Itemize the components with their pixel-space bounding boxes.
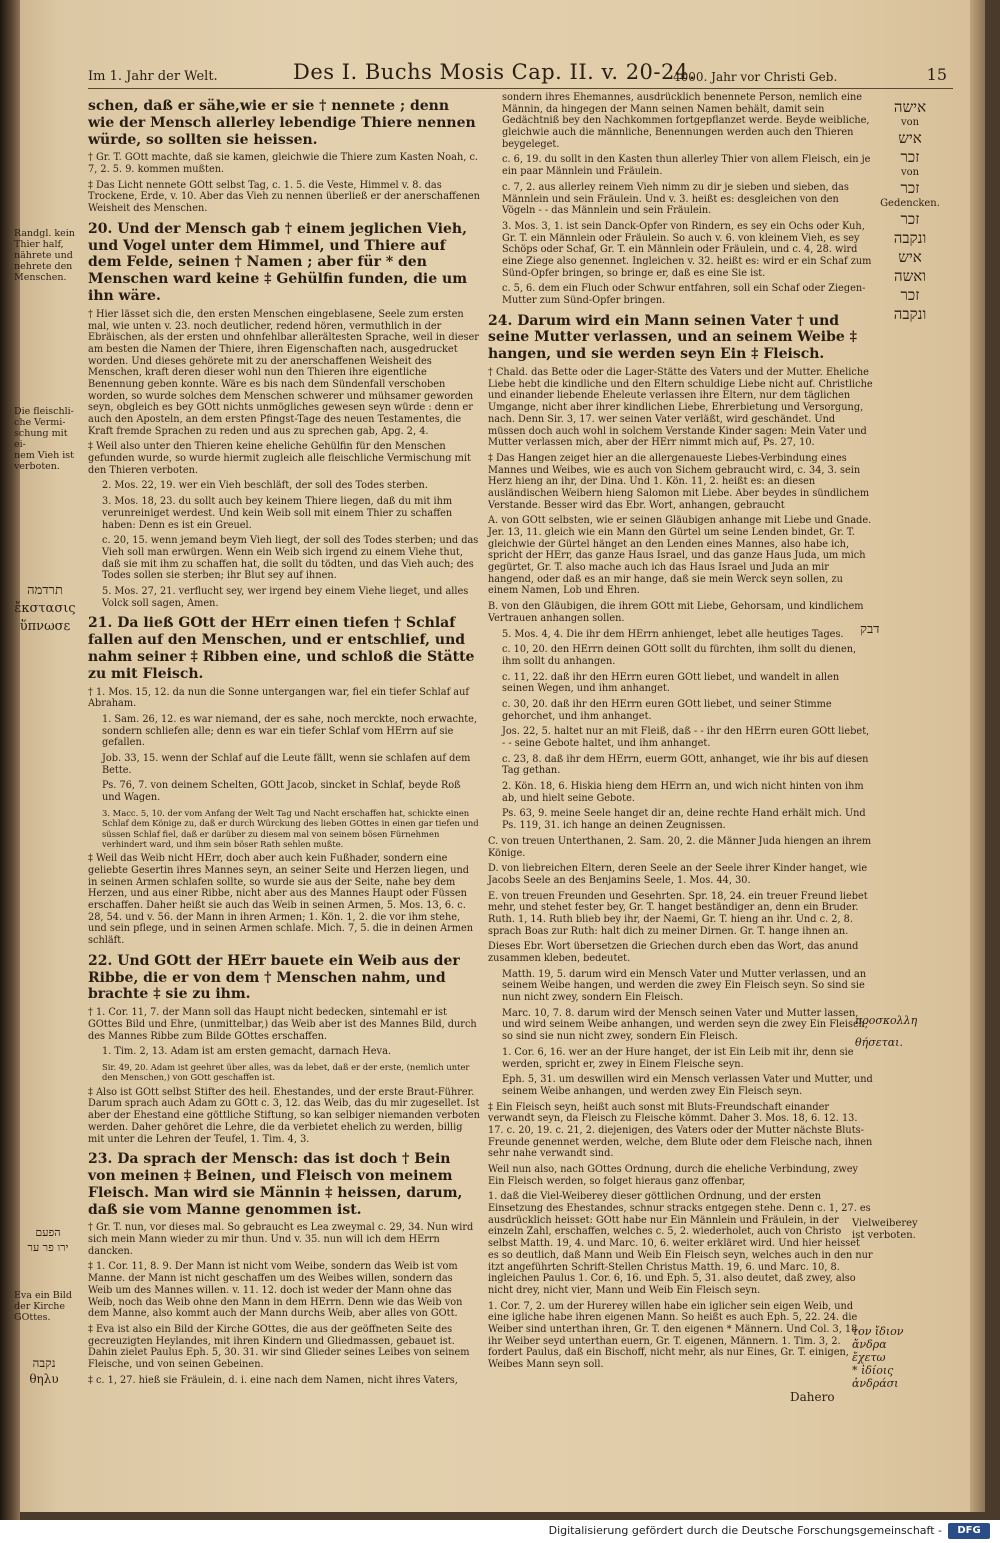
margin-line: Eva ein Bild xyxy=(14,1290,72,1301)
hebrew-gloss: אישה xyxy=(893,98,927,116)
margin-line: Thier half, xyxy=(14,239,64,250)
verse-paragraph: 23. Da sprach der Mensch: das ist doch † Bein von meinen ‡ Beinen, und Fleisch von meinem Fleisch. Man wird sie Männin ‡ heissen, darum, daß sie vom Manne genommen ist. xyxy=(88,1151,463,1218)
commentary-paragraph: Marc. 10, 7. 8. darum wird der Mensch seinen Vater und Mutter lassen, und wird seinem Weibe anhangen, und werden seyn die zwey Ein Fleisch; so sind sie nun nicht zwey, sondern Ein Fleisch. xyxy=(502,1007,869,1043)
margin-line: ὕπνωσε xyxy=(19,619,71,634)
verse-paragraph: 21. Da ließ GOtt der HErr einen tiefen † Schlaf fallen auf den Menschen, und er entschlief, und nahm seiner ‡ Ribben eine, und schloß die Stätte zu mit Fleisch. xyxy=(88,615,475,682)
commentary-paragraph: c. 7, 2. aus allerley reinem Vieh nimm zu dir je sieben und sieben, das Männlein und sein Fräulein. Und v. 3. heißt es: desgleichen von den Vögeln - - das Männlein und sein Fräulein. xyxy=(502,181,849,217)
commentary-paragraph: ‡ Weil das Weib nicht HErr, doch aber auch kein Fußhader, sondern eine geliebte Gesertin ihres Mannes seyn, an seiner Seite und Herzen liegen, und in seinen Armen schlafen sollte, so wurde sie aus der Seite, nahe bey dem Herzen, und aus einer Ribbe, nicht aber aus des Mannes Haupt oder Füssen erschaffen. Daher heißt sie auch das Weib in seinen Armen, 5. Mos. 13, 6. c. 28, 54. und v. 56. der Mann in ihren Armen; 1. Kön. 1, 2. die vor ihm stehe, und sein pflege, und in seinen Armen schlafe. Mich. 7, 5. die in deinen Armen schläft. xyxy=(88,853,474,947)
commentary-paragraph: c. 11, 22. daß ihr den HErrn euren GOtt liebet, und wandelt in allen seinen Wegen, und ihm anhanget. xyxy=(502,671,840,695)
commentary-paragraph: Dieses Ebr. Wort übersetzen die Griechen durch eben das Wort, das anund zusammen kleben, bedeutet. xyxy=(488,941,859,965)
margin-line: der Kirche xyxy=(14,1301,66,1312)
hebrew-gloss: זכר xyxy=(900,210,920,228)
commentary-paragraph: c. 10, 20. den HErrn deinen GOtt sollt du fürchten, ihm sollt du dienen, ihm sollt du anhangen. xyxy=(502,644,857,667)
commentary-paragraph: c. 30, 20. daß ihr den HErrn euren GOtt liebet, und seiner Stimme gehorchet, und ihm anhanget. xyxy=(502,698,832,722)
header-left: Im 1. Jahr der Welt. xyxy=(88,69,218,84)
commentary-paragraph: 1. Cor. 6, 16. wer an der Hure hanget, der ist Ein Leib mit ihr, denn sie werden, spricht er, zwey in Einem Fleische seyn. xyxy=(502,1046,854,1070)
catchword: Dahero xyxy=(790,1390,835,1404)
commentary-paragraph: † Hier lässet sich die, den ersten Menschen eingeblasene, Seele zum ersten mal, wie unten v. 23. noch deutlicher, redend hören, vermuthlich in der Ebräischen, als der ersten und ohnfehlbar allerältesten Sprache, weil in dieser am besten die Namen der Thiere, ihren Eigenschaften nach, ausgedrucket worden. Und dieses gehörete mit zu der anerschaffenen Weisheit des Menschen, kraft deren dieser wohl nun den Thieren ihre eigentliche Benennung geben konnte. Wäre es bis nach dem Sündenfall verschoben worden, so wurde solches dem Menschen schwerer und mühsamer geworden seyn, obgleich es bey GOtt nichts unmögliches gewesen seyn würde : denn er auch den Aposteln, an dem ersten Pfingst-Tage des neuen Testamentes, die Kraft fremde Sprachen zu reden und aus zu sprechen gab, Apg. 2, 4. xyxy=(88,308,479,437)
commentary-paragraph: 1. Tim. 2, 13. Adam ist am ersten gemacht, darnach Heva. xyxy=(102,1046,391,1058)
verse-paragraph: 20. Und der Mensch gab † einem jeglichen Vieh, und Vogel unter dem Himmel, und Thiere auf dem Felde, seinen † Namen ; aber für * den Menschen ward keine ‡ Gehülfin funden, die um ihn wäre. xyxy=(88,220,468,305)
commentary-paragraph: E. von treuen Freunden und Gesehrten. Spr. 18, 24. ein treuer Freund liebet mehr, und stehet fester bey, Gr. T. hanget beständiger an, denn ein Bruder. Ruth. 1, 14. Ruth blieb bey ihr, der Naemi, Gr. T. hieng an ihr. Und c. 2, 8. sprach Boas zur Ruth: halt dich zu meiner Dirnen. Gr. T. hange ihnen an. xyxy=(488,890,868,937)
margin-line: הפעם xyxy=(35,1226,61,1239)
margin-line: * ἰδίοις xyxy=(852,1364,894,1377)
left-text-column xyxy=(88,92,480,1390)
commentary-paragraph: A. von GOtt selbsten, wie er seinen Gläubigen anhange mit Liebe und Gnade. Jer. 13, 11. gleich wie ein Mann den Gürtel um seine Lenden bindet, Gr. T. gleichwie der Gürtel hänget an den Lenden eines Mannes, also habe ich, spricht der HErr, das ganze Haus Israel, und das ganze Haus Juda, um mich gegürtet, Gr. T. also mache auch ich das Haus Israel und Juda an mir hangend, oder daß es an mir hange, daß sie mein Werck seyn sollen, zu einem Namen, Lob und Ehren. xyxy=(488,515,872,597)
commentary-paragraph: c. 20, 15. wenn jemand beym Vieh liegt, der soll des Todes sterben; und das Vieh soll man erwürgen. Wenn ein Weib sich irgend zu einem Viehe thut, daß sie mit ihm zu schaffen hat, die sollt du tödten, und das Vieh auch; des Todes sollen sie sterben; ihr Blut sey auf ihnen. xyxy=(102,535,479,582)
commentary-paragraph: ‡ Eva ist also ein Bild der Kirche GOttes, die aus der geöffneten Seite des gecreuzigten Heylandes, mit ihren Kindern und Gliedmassen, gebauet ist. Dahin zielet Paulus Eph. 5, 30. 31. wir sind Glieder seines Leibes von seinem Fleische, und von seinen Gebeinen. xyxy=(88,1323,470,1370)
book-page xyxy=(14,0,985,1512)
commentary-paragraph: Ps. 63, 9. meine Seele hanget dir an, deine rechte Hand erhält mich. Und Ps. 119, 31. ich hange an deinen Zeugnissen. xyxy=(502,808,866,832)
commentary-paragraph: Job. 33, 15. wenn der Schlaf auf die Leute fällt, wenn sie schlafen auf dem Bette. xyxy=(102,752,471,776)
margin-line: ist verboten. xyxy=(852,1230,916,1241)
commentary-paragraph: 1. Cor. 7, 2. um der Hurerey willen habe ein iglicher sein eigen Weib, und eine igliche habe ihren eigenen Mann. So heißt es auch Eph. 5, 22. 24. die Weiber sind unterthan ihren, Gr. T. den eigenen * Männern. Und Col. 3, 18. ihr Weiber seyd unterthan euern, Gr. T. eigenen, Männern. 1. Tim. 3, 2. fordert Paulus, daß ein Bischoff, nicht mehr, als nur Eines, Gr. T. einigen, Weibes Mann seyn soll. xyxy=(488,1300,861,1371)
commentary-paragraph: Ps. 76, 7. von deinem Schelten, GOtt Jacob, sincket in Schlaf, beyde Roß und Wagen. xyxy=(102,780,461,803)
margin-line: nehrete den xyxy=(14,261,73,272)
commentary-paragraph: Eph. 5, 31. um deswillen wird ein Mensch verlassen Vater und Mutter, und seinem Weibe anhangen, und werden zwey Ein Fleisch seyn. xyxy=(502,1074,873,1097)
header-title: Des I. Buchs Mosis Cap. II. v. 20-24. xyxy=(293,60,696,84)
margin-line: Randgl. kein xyxy=(14,228,75,239)
hebrew-gloss: ונקבה xyxy=(893,229,927,247)
hebrew-gloss: von xyxy=(900,117,920,128)
commentary-paragraph: B. von den Gläubigen, die ihrem GOtt mit Liebe, Gehorsam, und kindlichem Vertrauen anhangen sollen. xyxy=(488,601,864,624)
commentary-paragraph: 3. Mos. 18, 23. du sollt auch bey keinem Thiere liegen, daß du mit ihm verunreiniget werdest. Und kein Weib soll mit einem Thier zu schaffen haben: Denn es ist ein Greuel. xyxy=(102,496,453,531)
commentary-paragraph: ‡ c. 1, 27. hieß sie Fräulein, d. i. eine nach dem Namen, nicht ihres Vaters, xyxy=(88,1374,458,1386)
commentary-paragraph: Weil nun also, nach GOttes Ordnung, durch die eheliche Verbindung, zwey Ein Fleisch werden, so folget hieraus ganz offenbar, xyxy=(488,1164,858,1187)
commentary-paragraph: sondern ihres Ehemannes, ausdrücklich benennete Person, nemlich eine Männin, da hingegen der Mann seinen Namen behält, damit sein Gedächtniß bey den Nachkommen fortgepflanzet werde. Beyde weibliche, gleichwie auch die männliche, Benennungen werden auch den Thieren beygeleget. xyxy=(502,92,870,150)
margin-line: ἀνδράσι xyxy=(852,1377,899,1390)
hebrew-margin-column xyxy=(880,98,940,324)
hebrew-gloss: זכר xyxy=(900,179,920,197)
commentary-paragraph: 5. Mos. 27, 21. verflucht sey, wer irgend bey einem Viehe lieget, und alles Volck soll sagen, Amen. xyxy=(102,585,469,609)
commentary-paragraph: ‡ Weil also unter den Thieren keine eheliche Gehülfin für den Menschen gefunden wurde, so wurde hiermit zugleich alle fleischliche Vermischung mit den Thieren verboten. xyxy=(88,441,471,476)
hebrew-gloss: זכר xyxy=(900,286,920,304)
margin-note-right-2 xyxy=(855,1010,950,1054)
verse-paragraph: 22. Und GOtt der HErr bauete ein Weib aus der Ribbe, die er von dem † Menschen nahm, und brachte ‡ sie zu ihm. xyxy=(88,952,460,1003)
hebrew-gloss: ואשה xyxy=(893,267,927,285)
header-right: 4000. Jahr vor Christi Geb. xyxy=(673,70,838,84)
margin-line: τον ἴδιον xyxy=(852,1325,904,1338)
page-number: 15 xyxy=(926,65,947,84)
commentary-paragraph: ‡ Das Hangen zeiget hier an die allergenaueste Liebes-Verbindung eines Mannes und Weibes, wie es auch von Sichem gebraucht wird, c. 34, 3. sein Herz hieng an ihr, der Dina. Und 1. Kön. 11, 2. heißt es: an diesen ausländischen Weibern hieng Salomon mit Liebe. Aber beydes in sündlichem Verstande. Besser wird das Ebr. Wort, anhangen, gebraucht xyxy=(488,452,870,511)
commentary-paragraph: c. 6, 19. du sollt in den Kasten thun allerley Thier von allem Fleisch, ein je ein paar Männlein und Fräulein. xyxy=(502,154,871,178)
margin-note-left-1 xyxy=(14,228,80,283)
margin-line: נקבה xyxy=(32,1356,56,1370)
hebrew-gloss: ונקבה xyxy=(893,305,927,323)
commentary-paragraph: ‡ Also ist GOtt selbst Stifter des heil. Ehestandes, und der erste Braut-Führer. Darum sprach auch Adam zu GOtt c. 3, 12. das Weib, das du mir zugesellet. Ist aber der Ehestand eine göttliche Stiftung, so kan selbiger niemanden verboten werden. Daher gehöret die Lehre, die da verbietet ehelich zu werden, billig mit unter die Lehren der Teufel, 1. Tim. 4, 3. xyxy=(88,1086,480,1145)
commentary-paragraph: † Gr. T. GOtt machte, daß sie kamen, gleichwie die Thiere zum Kasten Noah, c. 7, 2. 5. 9. kommen mußten. xyxy=(88,152,479,176)
margin-line: Die fleischli- xyxy=(14,406,74,417)
commentary-paragraph: 2. Kön. 18, 6. Hiskia hieng dem HErrn an, und wich nicht hinten von ihm ab, und hielt seine Gebote. xyxy=(502,781,864,804)
verse-paragraph: schen, daß er sähe,wie er sie † nennete ; denn wie der Mensch allerley lebendige Thiere nennen würde, so sollten sie heissen. xyxy=(88,98,476,148)
margin-note-left-5 xyxy=(14,1290,74,1323)
commentary-paragraph: † Chald. das Bette oder die Lager-Stätte des Vaters und der Mutter. Eheliche Liebe hebt die kindliche und den Eltern schuldige Liebe nicht auf. Christliche und einander liebende Eheleute verlassen ihre Eltern, nur dem täglichen Umgange, nicht aber ihrer kindlichen Liebe, Ehrerbietung und Versorgung, nach. Denn Sir. 3, 17. wer seinen Vater verläßt, wird geschändet. Und müssen doch auch wohl in solchem Verstande Kinder sagen: Mein Vater und Mutter verlassen mich, aber der HErr nimmt mich auf, Ps. 27, 10. xyxy=(488,367,873,449)
hebrew-gloss: Gedencken. xyxy=(880,198,940,209)
hebrew-gloss: איש xyxy=(898,248,922,266)
running-header xyxy=(88,62,953,89)
margin-line: θήσεται. xyxy=(855,1036,903,1049)
margin-line: schung mit ei- xyxy=(14,428,68,450)
commentary-paragraph: 2. Mos. 22, 19. wer ein Vieh beschläft, der soll des Todes sterben. xyxy=(102,480,428,492)
margin-line: verboten. xyxy=(14,461,60,472)
margin-line: προσκολλη xyxy=(855,1014,918,1027)
margin-line: ἄνδρα xyxy=(852,1338,887,1351)
hebrew-gloss: זכר xyxy=(900,148,920,166)
commentary-paragraph: C. von treuen Unterthanen, 2. Sam. 20, 2. die Männer Juda hiengen an ihrem Könige. xyxy=(488,835,872,859)
digitization-footer xyxy=(0,1520,1000,1543)
margin-note-right-1: דבק xyxy=(860,622,880,637)
commentary-paragraph: † 1. Mos. 15, 12. da nun die Sonne untergangen war, fiel ein tiefer Schlaf auf Abraham. xyxy=(88,686,469,710)
margin-line: GOttes. xyxy=(14,1312,51,1323)
margin-line: θηλυ xyxy=(29,1372,59,1386)
commentary-paragraph: 1. daß die Viel-Weiberey dieser göttlichen Ordnung, und der ersten Einsetzung des Ehestandes, schnur stracks entgegen stehe. Denn c. 1, 27. es ausdrücklich heisset: GOtt habe nur Ein Männlein und Fräulein, in der einzeln Zahl, erschaffen, welches c. 5, 2. wiederholet, auch von Christo selbst Matth. 19, 4. und Marc. 10, 6. weiter erkläret wird. Und hier heisset es so deutlich, daß Mann und Weib Ein Fleisch seyn, welches auch in den nur itzt angeführten Schrift-Stellen Christus Matth. 19, 6. und Marc. 10, 8. ingleichen Paulus 1. Cor. 6, 16. und Eph. 5, 31. also deutet, daß zwey, also nicht drey, nicht vier, Mann und Weib Ein Fleisch seyn. xyxy=(488,1191,873,1296)
commentary-paragraph: 1. Sam. 26, 12. es war niemand, der es sahe, noch merckte, noch erwachte, sondern schliefen alle; denn es war ein tiefer Schlaf vom HErrn auf sie gefallen. xyxy=(102,713,478,749)
commentary-paragraph: Matth. 19, 5. darum wird ein Mensch Vater und Mutter verlassen, und an seinem Weibe hangen, und werden die zwey Ein Fleisch seyn. So sind sie nun nicht zwey, sondern Ein Fleisch. xyxy=(502,968,867,1004)
commentary-paragraph: 3. Macc. 5, 10. der vom Anfang der Welt Tag und Nacht erschaffen hat, schickte einen Schlaf dem Könige zu, daß er durch Würckung des lieben GOttes in einen gar tiefen und süssen Schlaf fiel, daß er darüber zu diesem mal von seinem bösen Fürnehmen verhindert ward, und ihm sein böser Rath sehlen mußte. xyxy=(102,807,479,849)
commentary-paragraph: Sir. 49, 20. Adam ist geehret über alles, was da lebet, daß er der erste, (nemlich unter den Menschen,) von GOtt geschaffen ist. xyxy=(102,1061,470,1083)
verse-paragraph: 24. Darum wird ein Mann seinen Vater † und seine Mutter verlassen, und an seinem Weibe ‡ hangen, und sie werden seyn Ein ‡ Fleisch. xyxy=(488,312,857,363)
commentary-paragraph: 5. Mos. 4, 4. Die ihr dem HErrn anhienget, lebet alle heutiges Tages. xyxy=(502,628,844,640)
margin-line: ירו פר ער xyxy=(27,1241,69,1254)
margin-line: Vielweiberey xyxy=(852,1218,918,1229)
dfg-logo: DFG xyxy=(948,1523,990,1539)
margin-note-left-6 xyxy=(14,1355,74,1387)
margin-note-right-4 xyxy=(852,1325,942,1390)
margin-note-left-2 xyxy=(14,406,80,472)
margin-line: ἔχετω xyxy=(852,1351,886,1364)
page-fore-edge xyxy=(970,0,985,1512)
right-text-column xyxy=(488,92,873,1375)
commentary-paragraph: D. von liebreichen Eltern, deren Seele an der Seele ihrer Kinder hanget, wie Jacobs Seele an des Benjamins Seele, 1. Mos. 44, 30. xyxy=(488,863,868,886)
margin-line: che Vermi- xyxy=(14,417,66,428)
margin-line: nem Vieh ist xyxy=(14,450,74,461)
footer-credit: Digitalisierung gefördert durch die Deutsche Forschungsgemeinschaft - xyxy=(548,1524,942,1537)
margin-line: Menschen. xyxy=(14,272,67,283)
hebrew-gloss: von xyxy=(900,167,920,178)
commentary-paragraph: † 1. Cor. 11, 7. der Mann soll das Haupt nicht bedecken, sintemahl er ist GOttes Bild und Ehre, (unmittelbar,) das Weib aber ist des Mannes Bild, durch des Mannes Ribbe zum Bilde GOttes erschaffen. xyxy=(88,1007,477,1042)
commentary-paragraph: ‡ Das Licht nennete GOtt selbst Tag, c. 1. 5. die Veste, Himmel v. 8. das Trockene, Erde, v. 10. Aber das Vieh zu nennen überließ er der anerschaffenen Weisheit des Menschen. xyxy=(88,179,480,215)
margin-line: ἔκστασις xyxy=(14,601,76,616)
margin-line: תרדמה xyxy=(27,583,63,598)
margin-note-left-4 xyxy=(16,1225,80,1255)
commentary-paragraph: 3. Mos. 3, 1. ist sein Danck-Opfer von Rindern, es sey ein Ochs oder Kuh, Gr. T. ein Männlein oder Fräulein. So auch v. 6. von kleinem Vieh, es sey Schöps oder Schaf, Gr. T. ein Männlein oder Fräulein, und c. 4, 28. wird eine Ziege also genennet. Ingleichen v. 32. heißt es: wird er ein Schaf zum Sünd-Opfer bringen, so bringe er, daß es eine Sie ist. xyxy=(502,220,872,279)
commentary-paragraph: Jos. 22, 5. haltet nur an mit Fleiß, daß - - ihr den HErrn euren GOtt liebet, - - seine Gebote haltet, und ihm anhanget. xyxy=(502,726,870,750)
commentary-paragraph: † Gr. T. nun, vor dieses mal. So gebraucht es Lea zweymal c. 29, 34. Nun wird sich mein Mann wieder zu mir thun. Und v. 35. nun will ich dem HErrn dancken. xyxy=(88,1222,474,1257)
margin-line: nährete und xyxy=(14,250,73,261)
commentary-paragraph: c. 23, 8. daß ihr dem HErrn, euerm GOtt, anhanget, wie ihr bis auf diesen Tag gethan. xyxy=(502,753,869,777)
hebrew-gloss: איש xyxy=(898,129,922,147)
commentary-paragraph: ‡ Ein Fleisch seyn, heißt auch sonst mit Bluts-Freundschaft einander verwandt seyn, da Fleisch zu Fleische kömmt. Daher 3. Mos. 18, 6. 12. 13. 17. c. 20, 19. c. 21, 2. diejenigen, des Vaters oder der Mutter nächste Bluts-Freunde genennet werden, welche, dem Blute oder dem Fleische nach, ihnen sehr nahe verwandt sind. xyxy=(488,1101,873,1160)
margin-note-left-3 xyxy=(14,582,76,636)
margin-note-right-3 xyxy=(852,1218,942,1242)
commentary-paragraph: c. 5, 6. dem ein Fluch oder Schwur entfahren, soll ein Schaf oder Ziegen-Mutter zum Sünd-Opfer bringen. xyxy=(502,283,866,306)
commentary-paragraph: ‡ 1. Cor. 11, 8. 9. Der Mann ist nicht vom Weibe, sondern das Weib ist vom Manne. der Mann ist nicht geschaffen um des Weibes willen, sondern das Weib um des Mannes willen. v. 11. 12. doch ist weder der Mann ohne das Weib, noch das Weib ohne den Mann in dem HErrn. Denn wie das Weib von dem Manne, also kommt auch der Mann durchs Weib, aber alles von GOtt. xyxy=(88,1261,463,1320)
